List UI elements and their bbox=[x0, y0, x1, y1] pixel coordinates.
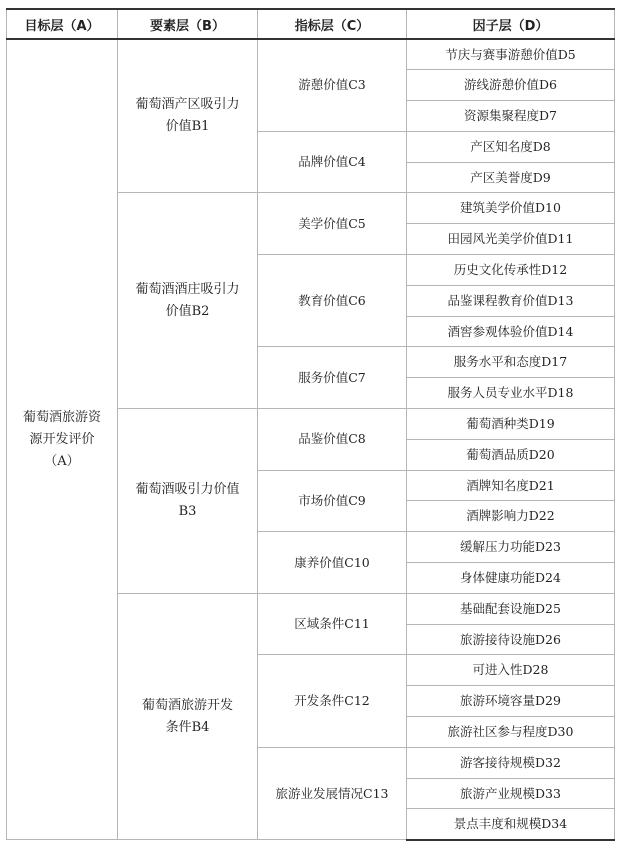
element-label-line: 价值B1 bbox=[165, 119, 210, 135]
header-factor-layer: 因子层（D） bbox=[407, 9, 615, 39]
factor-layer-cell: 历史文化传承性D12 bbox=[407, 255, 615, 286]
element-layer-cell bbox=[118, 39, 258, 193]
evaluation-index-table bbox=[6, 8, 615, 841]
element-label-line: 葡萄酒产区吸引力 bbox=[135, 97, 240, 113]
factor-layer-cell: 缓解压力功能D23 bbox=[407, 532, 615, 563]
indicator-layer-cell: 市场价值C9 bbox=[258, 470, 407, 532]
factor-layer-cell: 葡萄酒种类D19 bbox=[407, 409, 615, 440]
indicator-layer-cell: 区域条件C11 bbox=[258, 593, 407, 655]
element-label-line: 葡萄酒旅游开发 bbox=[141, 697, 233, 713]
factor-layer-cell: 旅游接待设施D26 bbox=[407, 624, 615, 655]
factor-layer-cell: 田园风光美学价值D11 bbox=[407, 224, 615, 255]
factor-layer-cell: 服务人员专业水平D18 bbox=[407, 378, 615, 409]
factor-layer-cell: 可进入性D28 bbox=[407, 655, 615, 686]
element-label-line: 葡萄酒吸引力价值 bbox=[135, 481, 240, 497]
factor-layer-cell: 资源集聚程度D7 bbox=[407, 101, 615, 132]
element-label-line: 条件B4 bbox=[165, 719, 210, 735]
factor-layer-cell: 建筑美学价值D10 bbox=[407, 193, 615, 224]
goal-layer-cell bbox=[7, 39, 118, 840]
indicator-layer-cell: 游憩价值C3 bbox=[258, 39, 407, 131]
element-label-line: B3 bbox=[178, 503, 197, 519]
header-indicator-layer: 指标层（C） bbox=[258, 9, 407, 39]
factor-layer-cell: 旅游社区参与程度D30 bbox=[407, 717, 615, 748]
factor-layer-cell: 产区知名度D8 bbox=[407, 131, 615, 162]
factor-layer-cell: 基础配套设施D25 bbox=[407, 593, 615, 624]
element-label-line: 葡萄酒酒庄吸引力 bbox=[135, 281, 240, 297]
header-element-layer: 要素层（B） bbox=[118, 9, 258, 39]
indicator-layer-cell: 品牌价值C4 bbox=[258, 131, 407, 193]
factor-layer-cell: 产区美誉度D9 bbox=[407, 162, 615, 193]
factor-layer-cell: 酒牌影响力D22 bbox=[407, 501, 615, 532]
element-label-line: 价值B2 bbox=[165, 303, 210, 319]
element-layer-cell bbox=[118, 593, 258, 839]
factor-layer-cell: 酒牌知名度D21 bbox=[407, 470, 615, 501]
factor-layer-cell: 葡萄酒品质D20 bbox=[407, 439, 615, 470]
indicator-layer-cell: 旅游业发展情况C13 bbox=[258, 747, 407, 839]
factor-layer-cell: 酒窖参观体验价值D14 bbox=[407, 316, 615, 347]
factor-layer-cell: 服务水平和态度D17 bbox=[407, 347, 615, 378]
header-goal-layer: 目标层（A） bbox=[7, 9, 118, 39]
element-layer-cell bbox=[118, 409, 258, 594]
factor-layer-cell: 品鉴课程教育价值D13 bbox=[407, 285, 615, 316]
factor-layer-cell: 身体健康功能D24 bbox=[407, 563, 615, 594]
indicator-layer-cell: 康养价值C10 bbox=[258, 532, 407, 594]
table-header-row bbox=[7, 9, 615, 39]
table-row bbox=[7, 39, 615, 70]
factor-layer-cell: 游客接待规模D32 bbox=[407, 747, 615, 778]
factor-layer-cell: 旅游产业规模D33 bbox=[407, 778, 615, 809]
factor-layer-cell: 旅游环境容量D29 bbox=[407, 686, 615, 717]
indicator-layer-cell: 服务价值C7 bbox=[258, 347, 407, 409]
element-layer-cell bbox=[118, 193, 258, 409]
indicator-layer-cell: 开发条件C12 bbox=[258, 655, 407, 747]
goal-label-line: （A） bbox=[44, 453, 80, 469]
indicator-layer-cell: 品鉴价值C8 bbox=[258, 409, 407, 471]
indicator-layer-cell: 教育价值C6 bbox=[258, 255, 407, 347]
index-system-table-container bbox=[6, 8, 615, 841]
factor-layer-cell: 游线游憩价值D6 bbox=[407, 70, 615, 101]
factor-layer-cell: 节庆与赛事游憩价值D5 bbox=[407, 39, 615, 70]
table-body bbox=[7, 39, 615, 840]
goal-label-line: 源开发评价 bbox=[29, 431, 95, 447]
factor-layer-cell: 景点丰度和规模D34 bbox=[407, 809, 615, 840]
goal-label-line: 葡萄酒旅游资 bbox=[22, 409, 101, 425]
indicator-layer-cell: 美学价值C5 bbox=[258, 193, 407, 255]
